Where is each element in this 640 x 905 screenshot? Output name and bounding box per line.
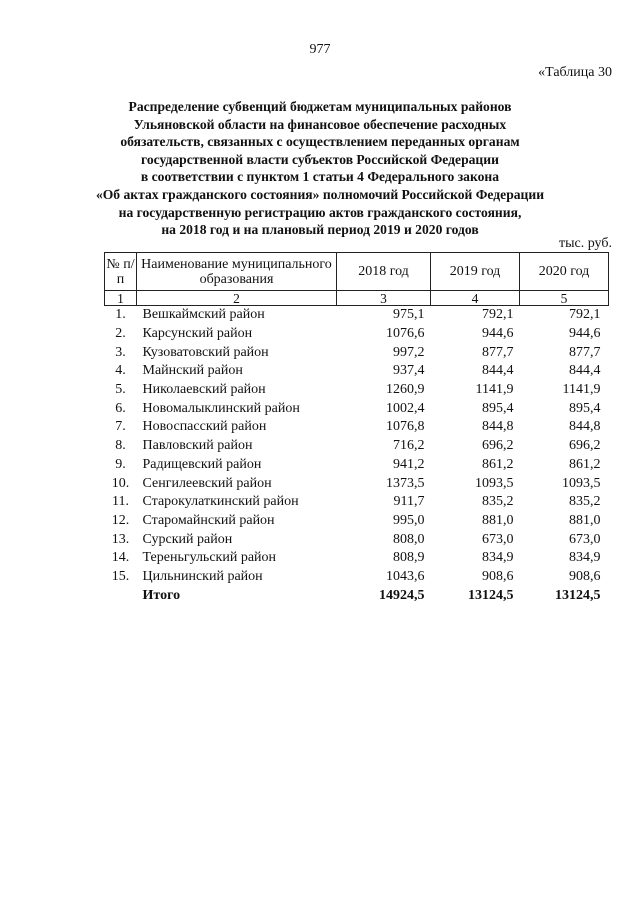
district-name: Николаевский район [142, 382, 266, 398]
district-name: Вешкаймский район [142, 307, 265, 323]
page-number: 977 [309, 42, 331, 57]
value-2020: 673,0 [569, 531, 601, 547]
table-row [105, 362, 609, 381]
units-label: тыс. руб. [559, 236, 612, 251]
value-2019: 835,2 [482, 494, 514, 510]
column-number: 4 [431, 291, 520, 306]
value-2019: 877,7 [482, 344, 514, 360]
row-number: 6. [115, 400, 126, 416]
value-2019: 834,9 [482, 550, 514, 566]
value-2020: 844,4 [569, 363, 601, 379]
subvention-table [104, 252, 609, 605]
total-2018: 14924,5 [379, 587, 425, 603]
row-number: 2. [115, 326, 126, 342]
district-name: Старокулаткинский район [142, 494, 299, 510]
table-row [105, 456, 609, 475]
header-name: Наименование муниципального образования [137, 253, 337, 291]
table-row [105, 530, 609, 549]
value-2020: 895,4 [569, 400, 601, 416]
district-name: Кузоватовский район [142, 344, 269, 360]
header-number: № п/п [105, 253, 137, 291]
value-2019: 895,4 [482, 400, 514, 416]
district-name: Старомайнский район [142, 512, 275, 528]
column-number: 1 [105, 291, 137, 306]
title-line: Распределение субвенций бюджетам муниципальных районов [128, 99, 512, 114]
row-number: 7. [115, 419, 126, 435]
row-number: 15. [111, 568, 130, 584]
value-2020: 908,6 [569, 568, 601, 584]
total-2020: 13124,5 [555, 587, 601, 603]
district-name: Сурский район [142, 531, 233, 547]
header-2018: 2018 год [337, 253, 431, 291]
value-2018: 1373,5 [386, 475, 425, 491]
value-2019: 1093,5 [475, 475, 514, 491]
table-row [105, 381, 609, 400]
value-2020: 835,2 [569, 494, 601, 510]
row-number: 9. [115, 456, 126, 472]
district-name: Новоспасский район [142, 419, 267, 435]
row-number: 1. [115, 307, 126, 323]
value-2018: 975,1 [393, 307, 425, 323]
value-2019: 861,2 [482, 456, 514, 472]
title-line: «Об актах гражданского состояния» полномочий Российской Федерации [95, 186, 545, 202]
title-line: обязательств, связанных с осуществлением переданных органам [120, 134, 520, 150]
table-row [105, 493, 609, 512]
row-number: 8. [115, 438, 126, 454]
value-2020: 1141,9 [562, 382, 601, 398]
table-row [105, 568, 609, 587]
title-line: на государственную регистрацию актов гражданского состояния, [118, 204, 522, 220]
value-2019: 792,1 [482, 307, 514, 323]
table-row [105, 343, 609, 362]
table-number: «Таблица 30 [538, 65, 612, 80]
table-row [105, 512, 609, 531]
row-number: 5. [115, 382, 126, 398]
table-row [105, 437, 609, 456]
table-row [105, 399, 609, 418]
value-2019: 944,6 [482, 326, 514, 342]
value-2018: 911,7 [393, 494, 425, 510]
title-line: Ульяновской области на финансовое обеспечение расходных [133, 116, 507, 132]
value-2019: 696,2 [482, 438, 514, 454]
row-number: 3. [115, 344, 126, 360]
value-2019: 1141,9 [475, 382, 514, 398]
value-2019: 844,4 [482, 363, 514, 379]
district-name: Цильнинский район [142, 568, 263, 584]
total-row [105, 586, 609, 605]
value-2018: 997,2 [393, 344, 425, 360]
district-name: Сенгилеевский район [142, 475, 272, 491]
district-name: Новомалыклинский район [142, 400, 300, 416]
header-2019: 2019 год [431, 253, 520, 291]
value-2020: 696,2 [569, 438, 601, 454]
district-name: Павловский район [142, 438, 253, 454]
value-2018: 1076,6 [386, 326, 425, 342]
value-2020: 881,0 [569, 512, 601, 528]
value-2018: 937,4 [393, 363, 425, 379]
row-number: 4. [115, 363, 126, 379]
value-2019: 908,6 [482, 568, 514, 584]
value-2018: 941,2 [393, 456, 425, 472]
value-2019: 844,8 [482, 419, 514, 435]
table-row [105, 418, 609, 437]
value-2018: 808,9 [393, 550, 425, 566]
total-number-cell [105, 586, 137, 605]
title-line: на 2018 год и на плановый период 2019 и 2020 годов [161, 222, 479, 238]
value-2020: 844,8 [569, 419, 601, 435]
document-title [0, 98, 640, 239]
table-row [105, 549, 609, 568]
value-2018: 808,0 [393, 531, 425, 547]
value-2020: 877,7 [569, 344, 601, 360]
value-2018: 1043,6 [386, 568, 425, 584]
district-name: Тереньгульский район [142, 550, 277, 566]
district-name: Радищевский район [142, 456, 262, 472]
value-2020: 944,6 [569, 326, 601, 342]
column-number: 2 [137, 291, 337, 306]
row-number: 10. [111, 475, 130, 491]
column-number: 3 [337, 291, 431, 306]
value-2019: 673,0 [482, 531, 514, 547]
value-2018: 1002,4 [386, 400, 425, 416]
column-number: 5 [520, 291, 609, 306]
table-row [105, 474, 609, 493]
value-2018: 1076,8 [386, 419, 425, 435]
value-2018: 1260,9 [386, 382, 425, 398]
value-2020: 1093,5 [562, 475, 601, 491]
title-line: государственной власти субъектов Российской Федерации [141, 151, 499, 167]
title-line: в соответствии с пунктом 1 статьи 4 Федерального закона [140, 169, 500, 185]
header-2020: 2020 год [520, 253, 609, 291]
table-row [105, 306, 609, 325]
row-number: 12. [111, 512, 130, 528]
district-name: Майнский район [142, 363, 243, 379]
total-label: Итого [142, 587, 181, 603]
value-2018: 716,2 [393, 438, 425, 454]
value-2020: 834,9 [569, 550, 601, 566]
value-2018: 995,0 [393, 512, 425, 528]
value-2019: 881,0 [482, 512, 514, 528]
district-name: Карсунский район [142, 326, 253, 342]
value-2020: 792,1 [569, 307, 601, 323]
value-2020: 861,2 [569, 456, 601, 472]
row-number: 13. [111, 531, 130, 547]
table-row [105, 325, 609, 344]
total-2019: 13124,5 [468, 587, 514, 603]
row-number: 14. [111, 550, 130, 566]
row-number: 11. [112, 494, 129, 510]
